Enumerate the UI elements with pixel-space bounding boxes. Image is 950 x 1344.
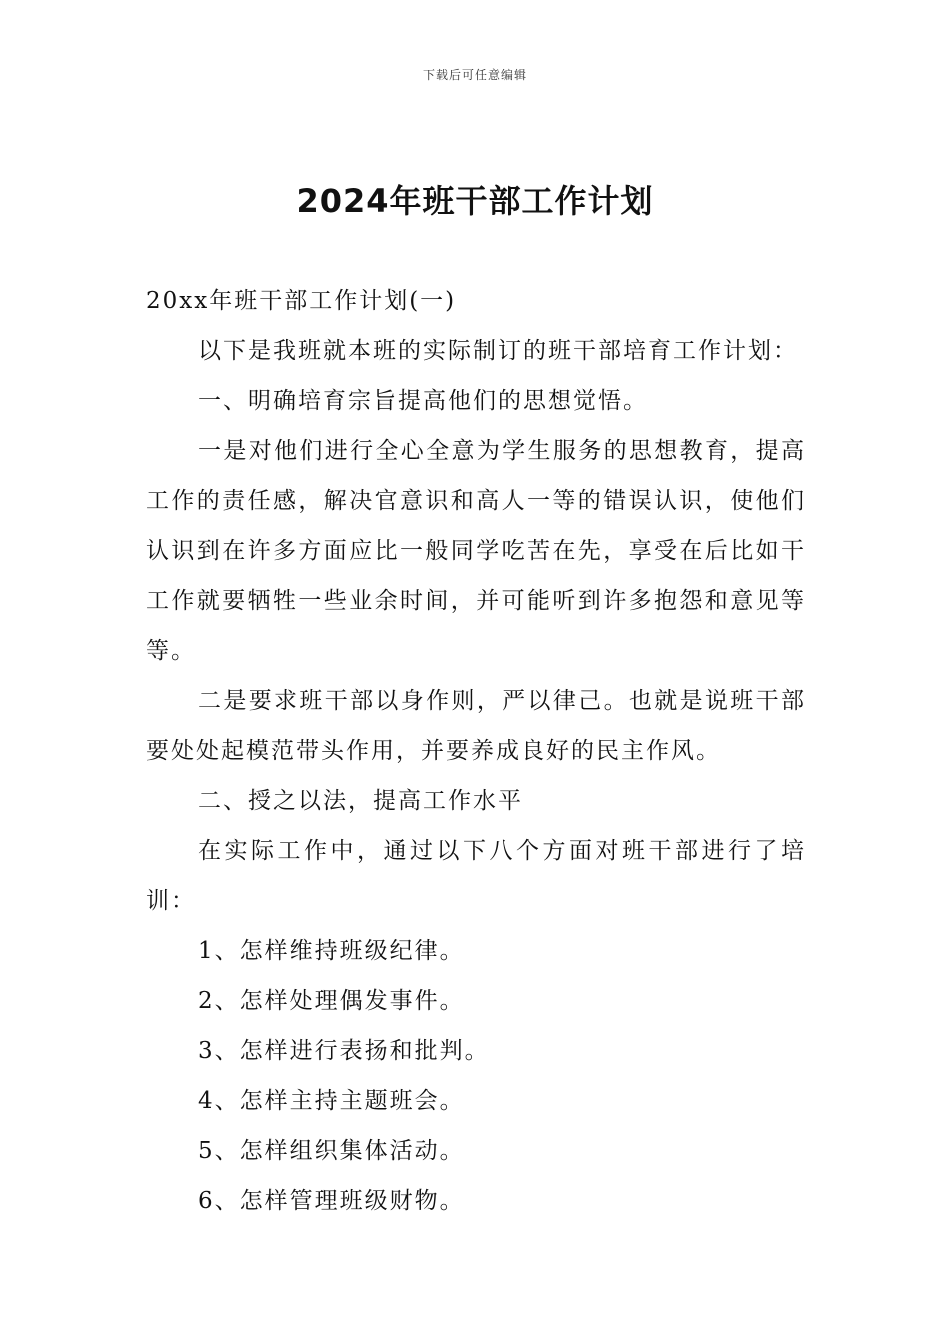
list-item: 2、怎样处理偶发事件。	[198, 988, 465, 1014]
list-item: 6、怎样管理班级财物。	[198, 1188, 465, 1214]
paragraph: 一、明确培育宗旨提高他们的思想觉悟。	[198, 388, 648, 414]
document-body	[146, 276, 806, 1226]
list-item: 4、怎样主持主题班会。	[198, 1088, 465, 1114]
paragraph: 一是对他们进行全心全意为学生服务的思想教育，提高工作的责任感，解决官意识和高人一等的错误认识，使他们认识到在许多方面应比一般同学吃苦在先，享受在后比如干工作就要牺牲一些业余时间，并可能听到许多抱怨和意见等等。	[146, 438, 806, 664]
paragraph: 在实际工作中，通过以下八个方面对班干部进行了培训：	[146, 838, 806, 914]
paragraph: 二、授之以法，提高工作水平	[198, 788, 523, 814]
list-item: 3、怎样进行表扬和批判。	[198, 1038, 490, 1064]
document-title: 2024年班干部工作计划	[296, 182, 654, 220]
header-note: 下载后可任意编辑	[422, 68, 527, 82]
paragraph: 以下是我班就本班的实际制订的班干部培育工作计划：	[198, 338, 798, 364]
paragraph: 二是要求班干部以身作则，严以律己。也就是说班干部要处处起模范带头作用，并要养成良好的民主作风。	[146, 688, 806, 764]
section-heading: 20xx年班干部工作计划(一)	[146, 288, 457, 314]
list-item: 1、怎样维持班级纪律。	[198, 938, 465, 964]
list-item: 5、怎样组织集体活动。	[198, 1138, 465, 1164]
